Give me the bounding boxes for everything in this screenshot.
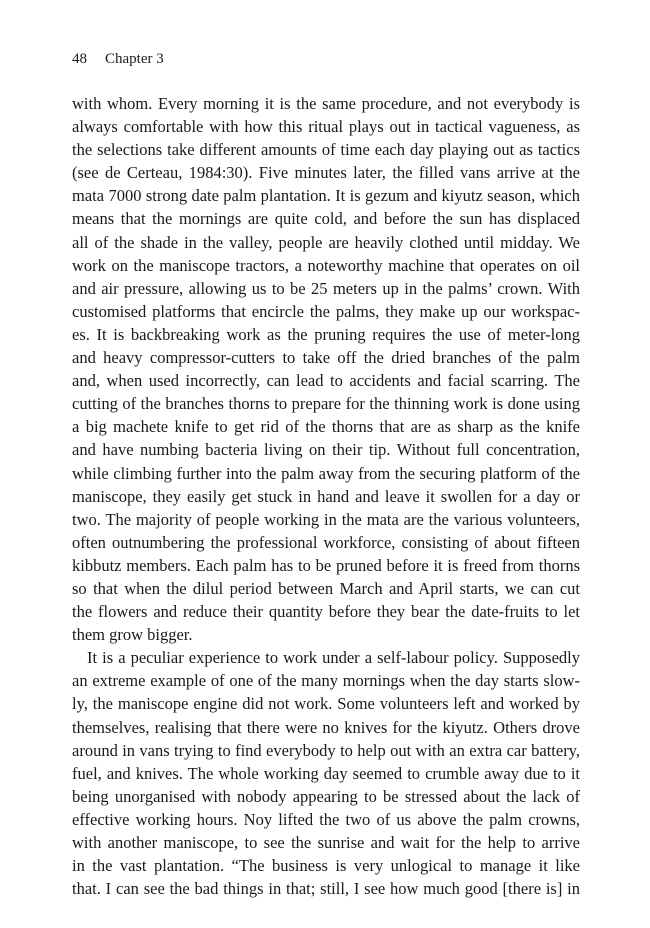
text-line: that. I can see the bad things in that; still, I see how much good [there is] in — [72, 879, 580, 899]
chapter-title: Chapter 3 — [105, 51, 164, 67]
text-line: the flowers and reduce their quantity before they bear the date-fruits to let — [72, 602, 580, 622]
text-line: always comfortable with how this ritual plays out in tactical vagueness, as — [72, 117, 580, 137]
page-number: 48 — [72, 51, 87, 67]
body-text — [72, 92, 580, 900]
text-line: maniscope, they easily get stuck in hand and leave it swollen for a day or — [72, 486, 580, 506]
text-line: and heavy compressor-cutters to take off the dried branches of the palm — [72, 348, 580, 368]
text-line: two. The majority of people working in the mata are the various volunteers, — [72, 509, 580, 529]
paragraph — [72, 92, 580, 646]
text-line: themselves, realising that there were no knives for the kiyutz. Others drove — [72, 717, 580, 737]
text-line: an extreme example of one of the many mornings when the day starts slow- — [72, 671, 580, 691]
text-line: around in vans trying to find everybody to help out with an extra car battery, — [72, 740, 580, 760]
text-line: work on the maniscope tractors, a noteworthy machine that operates on oil — [72, 255, 580, 275]
text-line: effective working hours. Noy lifted the two of us above the palm crowns, — [72, 809, 580, 829]
text-line: with another maniscope, to see the sunrise and wait for the help to arrive — [72, 833, 580, 852]
text-line: the selections take different amounts of time each day playing out as tactics — [72, 140, 580, 160]
text-line: customised platforms that encircle the palms, they make up our workspac- — [72, 301, 580, 321]
text-line: while climbing further into the palm away from the securing platform of the — [72, 463, 580, 483]
text-line: cutting of the branches thorns to prepare for the thinning work is done using — [72, 394, 580, 414]
running-header — [72, 49, 164, 69]
text-line: and, when used incorrectly, can lead to accidents and facial scarring. The — [72, 371, 580, 391]
text-line: all of the shade in the valley, people are heavily clothed until midday. We — [72, 232, 580, 252]
text-line: them grow bigger. — [72, 625, 193, 645]
text-line: kibbutz members. Each palm has to be pruned before it is freed from thorns — [72, 555, 580, 575]
text-line: means that the mornings are quite cold, and before the sun has displaced — [72, 209, 580, 229]
text-line: and air pressure, allowing us to be 25 meters up in the palms’ crown. With — [72, 278, 580, 298]
text-line: (see de Certeau, 1984:30). Five minutes later, the filled vans arrive at the — [72, 163, 580, 183]
text-line: ly, the maniscope engine did not work. Some volunteers left and worked by — [72, 694, 580, 714]
text-line: fuel, and knives. The whole working day seemed to crumble away due to it — [72, 763, 580, 783]
text-line: so that when the dilul period between March and April starts, we can cut — [72, 578, 580, 598]
text-line: and have numbing bacteria living on their tip. Without full concentration, — [72, 440, 580, 460]
text-line: often outnumbering the professional workforce, consisting of about fifteen — [72, 532, 580, 552]
text-line: a big machete knife to get rid of the thorns that are as sharp as the knife — [72, 417, 580, 437]
paragraph — [72, 646, 580, 900]
text-line: being unorganised with nobody appearing to be stressed about the lack of — [72, 786, 580, 806]
text-line: with whom. Every morning it is the same procedure, and not everybody is — [72, 94, 580, 113]
text-line: es. It is backbreaking work as the pruning requires the use of meter-long — [72, 324, 580, 344]
text-line: mata 7000 strong date palm plantation. It is gezum and kiyutz season, which — [72, 186, 580, 206]
text-line: in the vast plantation. “The business is very unlogical to manage it like — [72, 856, 580, 876]
text-line: It is a peculiar experience to work under a self-labour policy. Supposedly — [87, 648, 580, 668]
